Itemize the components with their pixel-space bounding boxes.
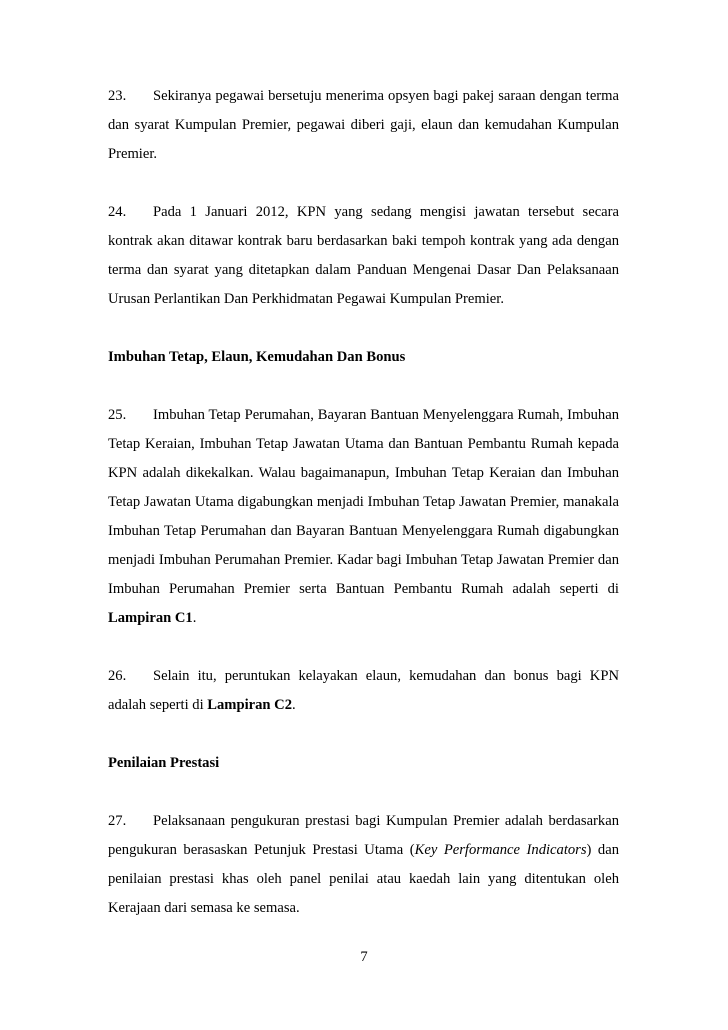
paragraph-text: Pelaksanaan pengukuran prestasi bagi Kumpulan Premier adalah berdasarkan pengukuran berasaskan Petunjuk Prestasi Utama ( (108, 813, 619, 858)
document-body (108, 82, 619, 952)
paragraph-text: Selain itu, peruntukan kelayakan elaun, kemudahan dan bonus bagi KPN adalah seperti di (108, 668, 619, 713)
page-number: 7 (360, 949, 368, 965)
paragraph-number: 24. (108, 204, 127, 220)
paragraph-text: Imbuhan Tetap Perumahan, Bayaran Bantuan Menyelenggara Rumah, Imbuhan Tetap Keraian, Imbuhan Tetap Jawatan Utama dan Bantuan Pembantu Rumah kepada KPN adalah dikekalkan. Walau bagaimanapun, Imbuhan Tetap Keraian dan Imbuhan Tetap Jawatan Utama digabungkan menjadi Imbuhan Tetap Jawatan Premier, manakala Imbuhan Tetap Perumahan dan Bayaran Bantuan Menyelenggara Rumah digabungkan menjadi Imbuhan Perumahan Premier. Kadar bagi Imbuhan Tetap Jawatan Premier dan Imbuhan Perumahan Premier serta Bantuan Pembantu Rumah adalah seperti di (108, 407, 619, 597)
paragraph-number: 27. (108, 813, 127, 829)
paragraph-23 (108, 82, 619, 169)
section-heading-penilaian: Penilaian Prestasi (108, 755, 220, 771)
paragraph-number: 25. (108, 407, 127, 423)
kpi-term: Key Performance Indicators (414, 842, 587, 858)
paragraph-text-end: ) dan penilaian prestasi khas oleh panel penilai atau kaedah lain yang ditentukan oleh Kerajaan dari semasa ke semasa. (108, 842, 620, 916)
section-heading-imbuhan: Imbuhan Tetap, Elaun, Kemudahan Dan Bonus (108, 349, 406, 365)
paragraph-text: Sekiranya pegawai bersetuju menerima opsyen bagi pakej saraan dengan terma dan syarat Kumpulan Premier, pegawai diberi gaji, elaun dan kemudahan Kumpulan Premier. (108, 88, 619, 162)
paragraph-text-end: . (192, 610, 197, 626)
paragraph-25 (108, 401, 619, 633)
paragraph-text-end: . (292, 697, 296, 713)
paragraph-27 (108, 807, 619, 923)
paragraph-number: 26. (108, 668, 127, 684)
annex-reference-c2: Lampiran C2 (207, 697, 293, 713)
paragraph-number: 23. (108, 88, 127, 104)
paragraph-text: Pada 1 Januari 2012, KPN yang sedang mengisi jawatan tersebut secara kontrak akan ditawar kontrak baru berdasarkan baki tempoh kontrak yang ada dengan terma dan syarat yang ditetapkan dalam Panduan Mengenai Dasar Dan Pelaksanaan Urusan Perlantikan Dan Perkhidmatan Pegawai Kumpulan Premier. (108, 204, 619, 307)
paragraph-24 (108, 198, 619, 314)
annex-reference-c1: Lampiran C1 (108, 610, 193, 626)
paragraph-26 (108, 662, 619, 720)
